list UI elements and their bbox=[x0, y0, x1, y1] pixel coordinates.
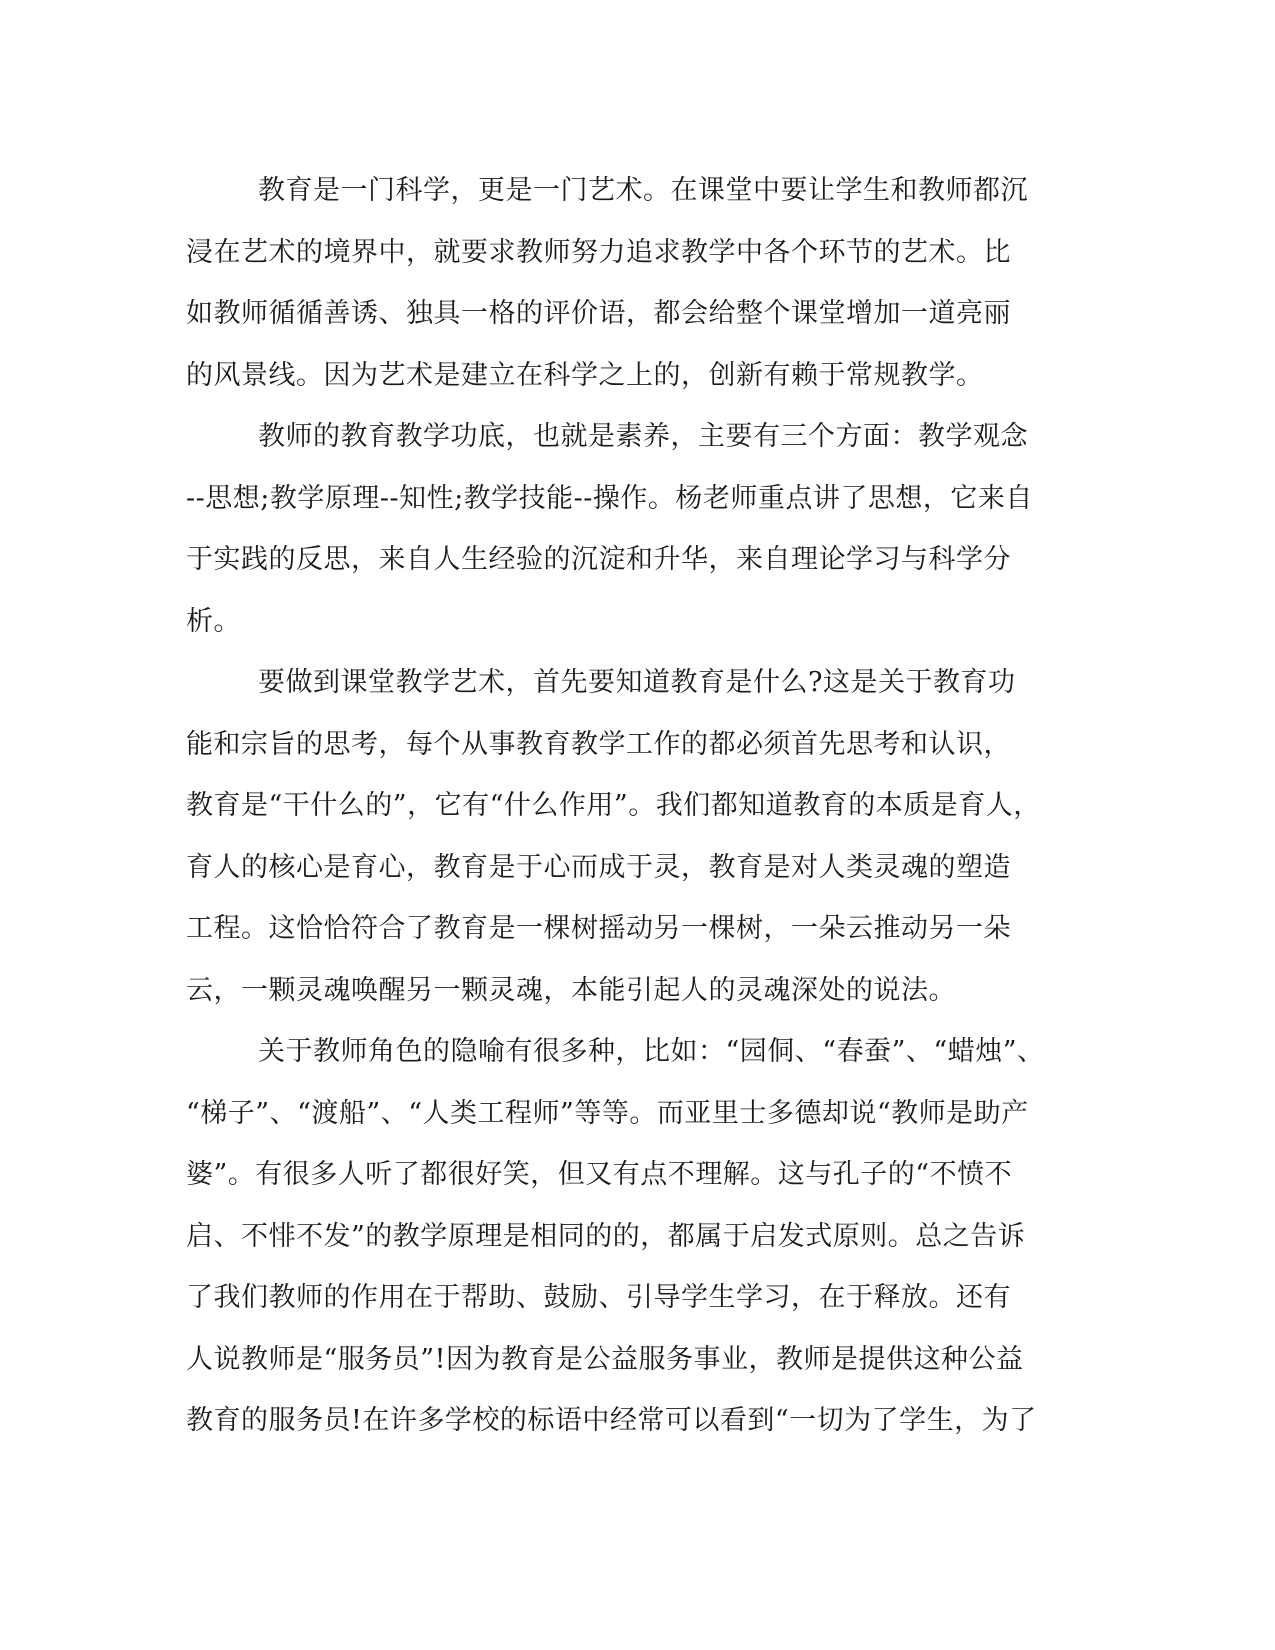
paragraph-4-line-1: 关于教师角色的隐喻有很多种，比如：“园侗、“春蚕”、“蜡烛”、 bbox=[258, 1036, 1045, 1067]
paragraph-4-line-7: 教育的服务员!在许多学校的标语中经常可以看到“一切为了学生，为了 bbox=[186, 1405, 1037, 1436]
paragraph-3-line-3: 教育是“干什么的”，它有“什么作用”。我们都知道教育的本质是育人， bbox=[186, 790, 1041, 821]
paragraph-4-line-4: 启、不悱不发”的教学原理是相同的的，都属于启发式原则。总之告诉 bbox=[186, 1220, 1026, 1252]
paragraph-4-line-6: 人说教师是“服务员”!因为教育是公益服务事业，教师是提供这种公益 bbox=[186, 1343, 1024, 1375]
paragraph-2-line-2: --思想;教学原理--知性;教学技能--操作。杨老师重点讲了思想，它来自 bbox=[186, 482, 1033, 514]
paragraph-2-line-1: 教师的教育教学功底，也就是素养，主要有三个方面：教学观念 bbox=[258, 421, 1028, 452]
paragraph-1-line-2: 浸在艺术的境界中，就要求教师努力追求教学中各个环节的艺术。比 bbox=[186, 236, 1011, 268]
paragraph-2-line-3: 于实践的反思，来自人生经验的沉淀和升华，来自理论学习与科学分 bbox=[186, 544, 1011, 575]
paragraph-3-line-4: 育人的核心是育心，教育是于心而成于灵，教育是对人类灵魂的塑造 bbox=[186, 851, 1011, 883]
paragraph-3-line-2: 能和宗旨的思考，每个从事教育教学工作的都必须首先思考和认识， bbox=[186, 728, 1011, 760]
paragraph-1-line-4: 的风景线。因为艺术是建立在科学之上的，创新有赖于常规教学。 bbox=[186, 359, 984, 391]
paragraph-4-line-2: “梯子”、“渡船”、“人类工程师”等等。而亚里士多德却说“教师是助产 bbox=[186, 1097, 1029, 1129]
paragraph-1-line-3: 如教师循循善诱、独具一格的评价语，都会给整个课堂增加一道亮丽 bbox=[186, 298, 1011, 329]
paragraph-3-line-6: 云，一颗灵魂唤醒另一颗灵魂，本能引起人的灵魂深处的说法。 bbox=[186, 974, 956, 1006]
document-body bbox=[186, 160, 1086, 1452]
paragraph-3-line-1: 要做到课堂教学艺术，首先要知道教育是什么?这是关于教育功 bbox=[258, 667, 1016, 698]
paragraph-4-line-3: 婆”。有很多人听了都很好笑，但又有点不理解。这与孔子的“不愤不 bbox=[186, 1159, 1013, 1190]
paragraph-2-line-4: 析。 bbox=[186, 605, 241, 637]
paragraph-3-line-5: 工程。这恰恰符合了教育是一棵树摇动另一棵树，一朵云推动另一朵 bbox=[186, 913, 1011, 944]
paragraph-1-line-1: 教育是一门科学，更是一门艺术。在课堂中要让学生和教师都沉 bbox=[258, 175, 1028, 206]
paragraph-4-line-5: 了我们教师的作用在于帮助、鼓励、引导学生学习，在于释放。还有 bbox=[186, 1282, 1011, 1313]
